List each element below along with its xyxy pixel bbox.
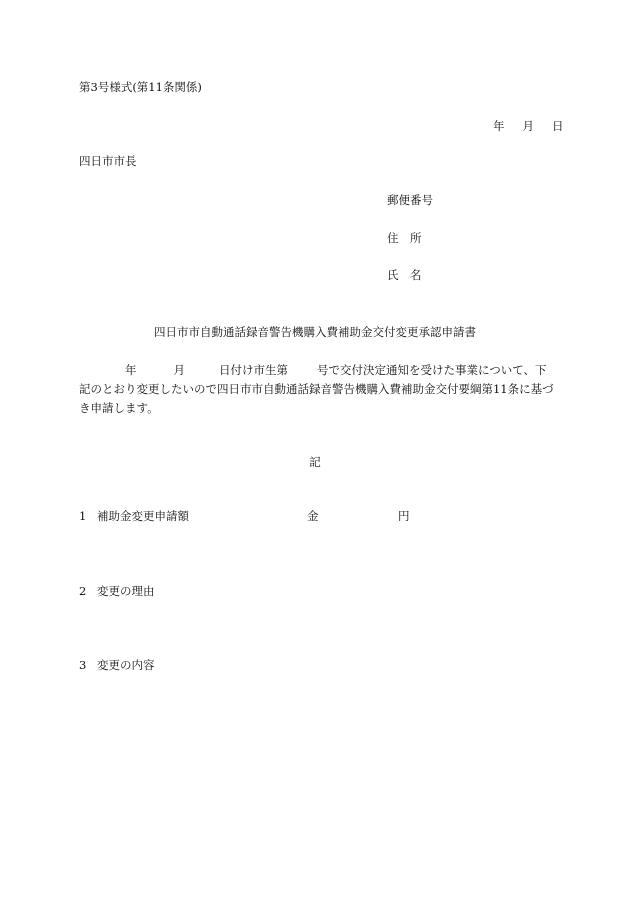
body-year-label: 年 (125, 363, 137, 377)
body-issue-label: 日付け市生第 (219, 363, 288, 377)
date-month-label: 月 (522, 119, 534, 133)
date-year-label: 年 (493, 119, 505, 133)
item-label: 補助金変更申請額 (97, 509, 189, 523)
body-main-text: 号で交付決定通知を受けた事業について、下記のとおり変更したいので四日市市自動通話録音警告機購入費補助金交付要綱第11条に基づき申請します。 (79, 363, 554, 415)
ki-heading: 記 (309, 455, 321, 469)
item-number: 2 (79, 584, 87, 598)
item-reason (79, 586, 155, 598)
amount-prefix: 金 (307, 509, 319, 523)
item-number: 1 (79, 509, 87, 523)
postal-code-label: 郵便番号 (387, 193, 433, 207)
amount-unit: 円 (398, 509, 410, 523)
name-label: 氏 名 (387, 268, 422, 282)
form-number: 第3号様式(第11条関係) (79, 80, 202, 94)
date-line (493, 121, 564, 133)
item-content (79, 660, 155, 672)
item-label: 変更の内容 (97, 658, 155, 672)
item-number: 3 (79, 658, 87, 672)
document-title: 四日市市自動通話録音警告機購入費補助金交付変更承認申請書 (154, 325, 476, 339)
item-amount (79, 511, 189, 523)
item-label: 変更の理由 (97, 584, 155, 598)
addressee: 四日市市長 (79, 154, 137, 168)
request-body-text (79, 361, 554, 418)
address-label: 住 所 (387, 231, 422, 245)
date-day-label: 日 (552, 119, 564, 133)
body-month-label: 月 (173, 363, 185, 377)
